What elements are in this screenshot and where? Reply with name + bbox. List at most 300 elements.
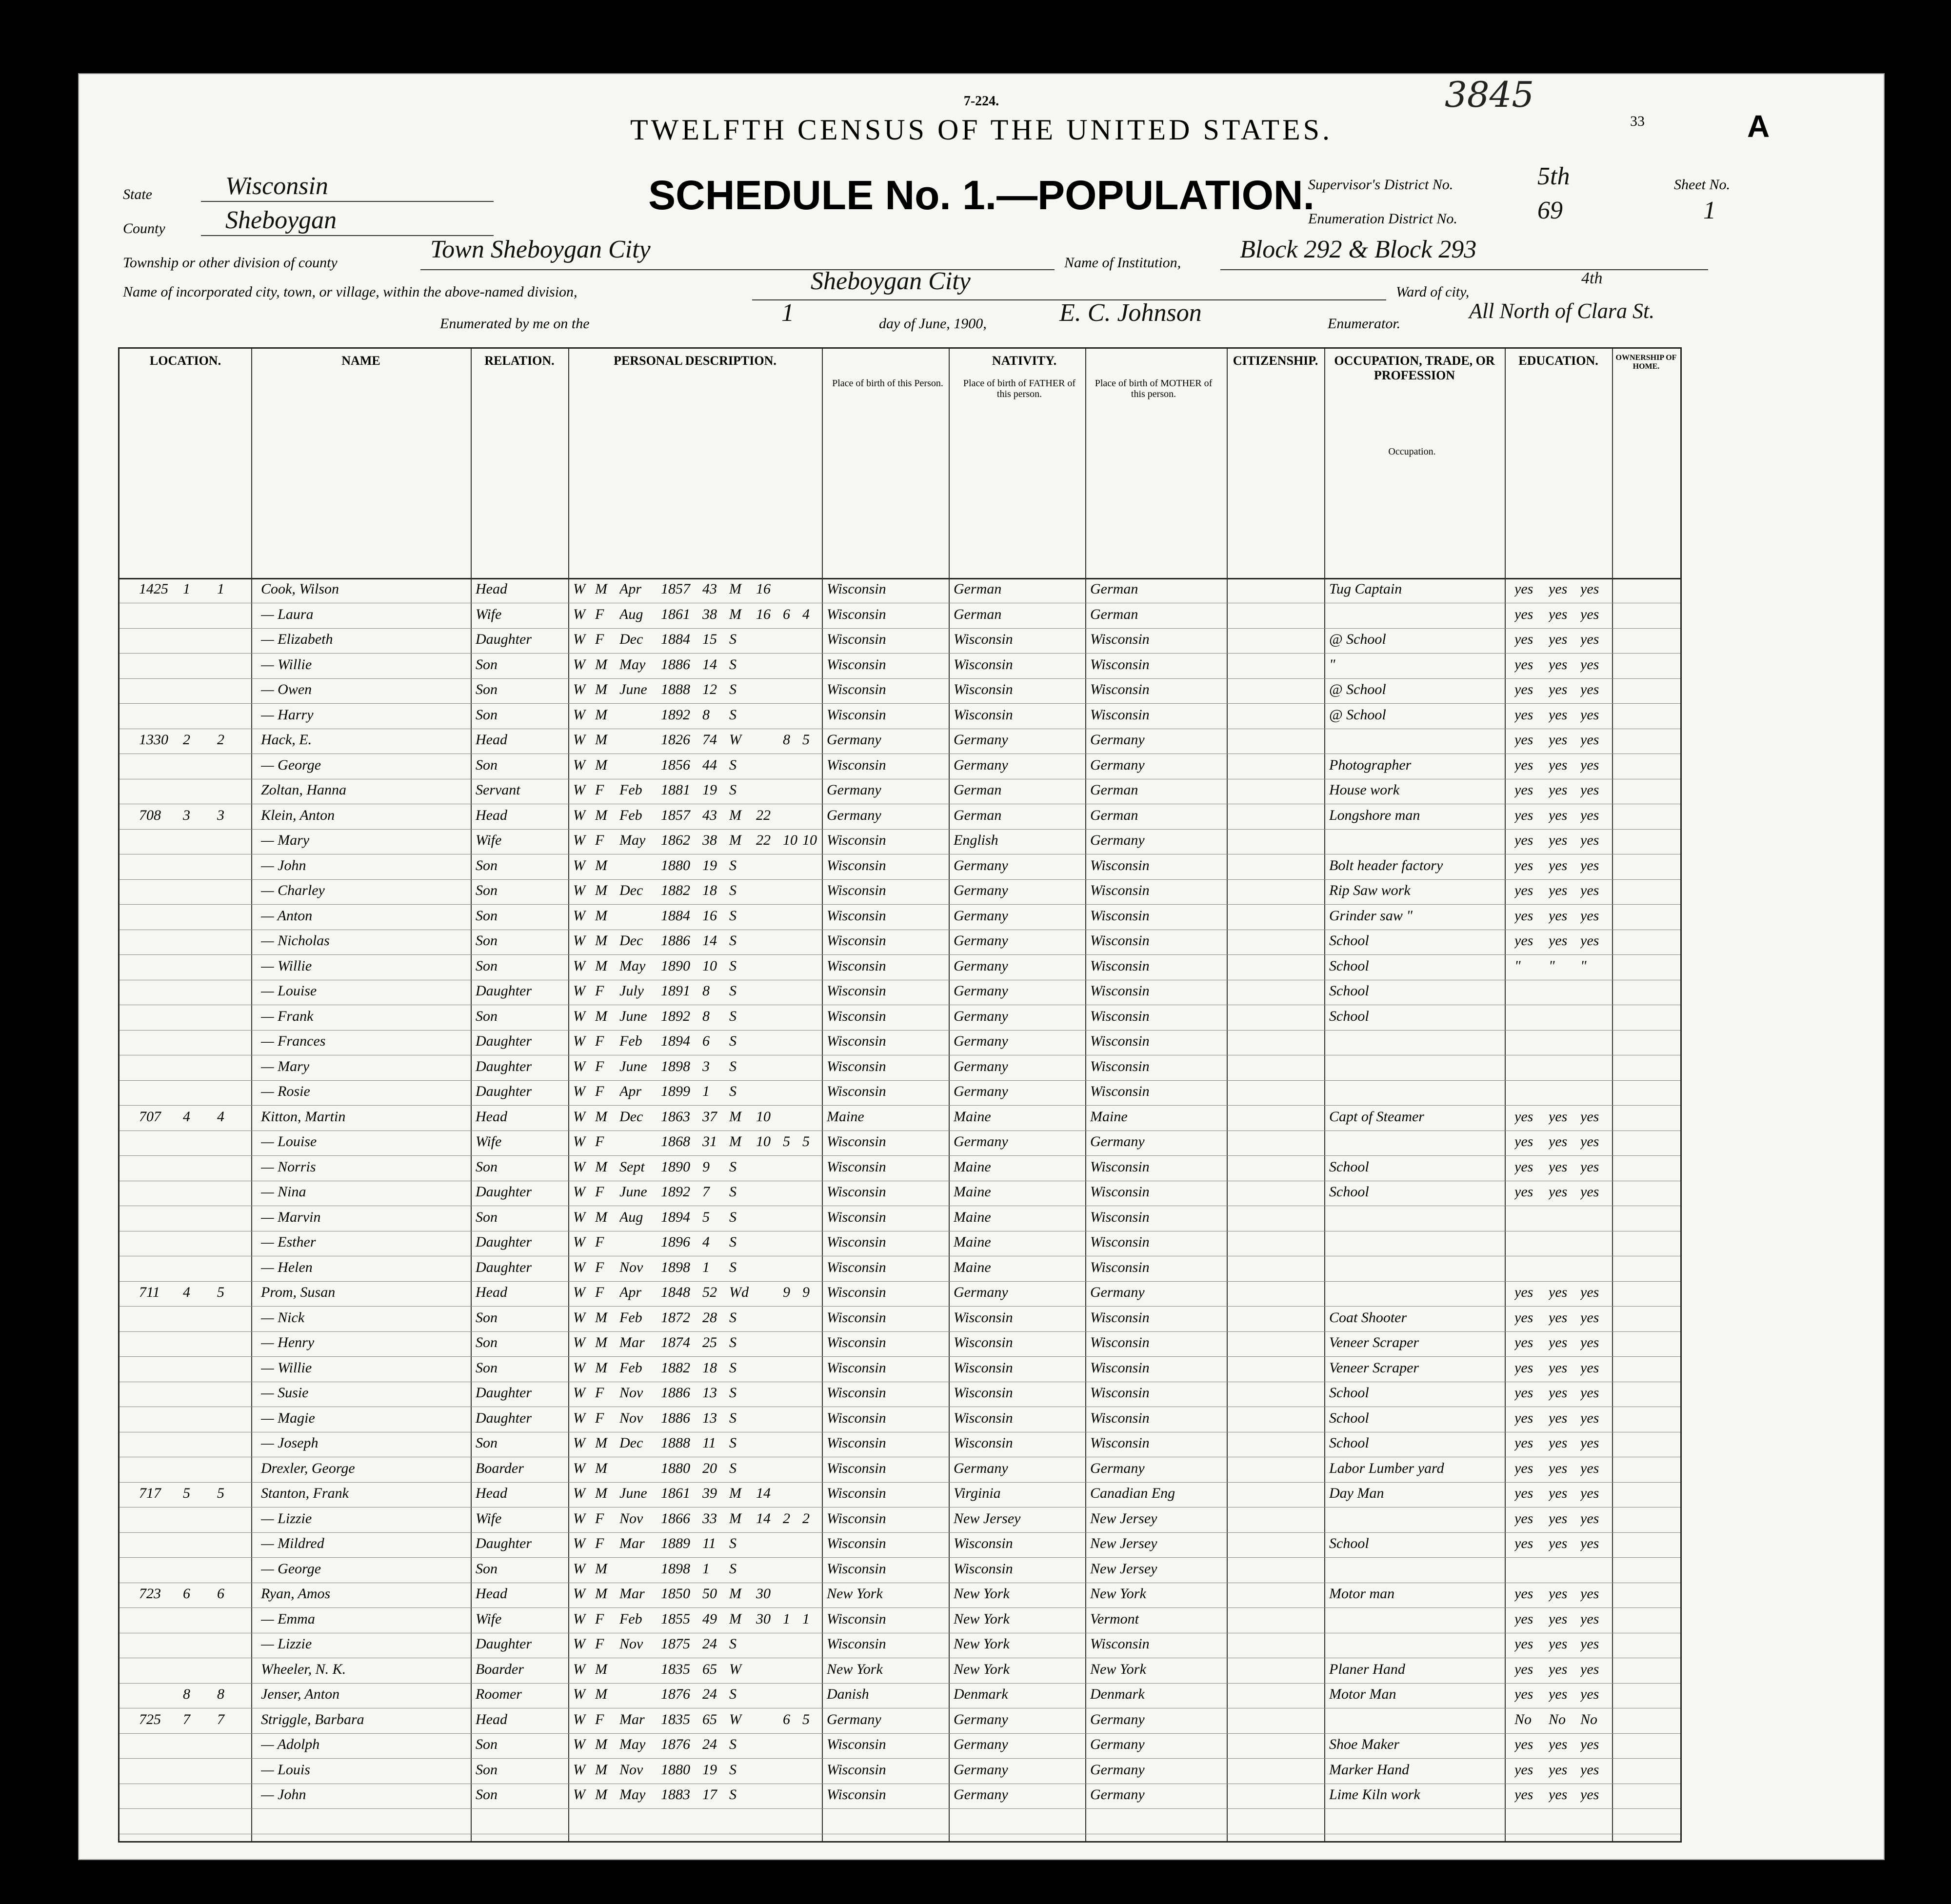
cell-rel: Son xyxy=(476,1736,498,1752)
cell-sex: F xyxy=(595,1636,604,1652)
state-value: Wisconsin xyxy=(225,172,328,200)
cell-rel: Wife xyxy=(476,1610,502,1627)
cell-name: Prom, Susan xyxy=(261,1284,336,1300)
cell-born: 2 xyxy=(783,1510,790,1527)
cell-house: 707 xyxy=(139,1108,161,1125)
cell-living: 2 xyxy=(802,1510,810,1527)
cell-pf: Germany xyxy=(954,1133,1008,1150)
cell-race: W xyxy=(573,1033,585,1049)
cell-rel: Boarder xyxy=(476,1460,524,1476)
cell-pf: New York xyxy=(954,1610,1010,1627)
cell-month: Mar xyxy=(619,1586,645,1602)
cell-race: W xyxy=(573,681,585,697)
table-row xyxy=(119,1055,1680,1081)
cell-mar: S xyxy=(729,1058,737,1074)
cell-rel: Son xyxy=(476,882,498,898)
cell-race: W xyxy=(573,1385,585,1401)
cell-write: yes xyxy=(1549,1485,1568,1501)
cell-fam: 5 xyxy=(217,1284,224,1300)
cell-pb: Wisconsin xyxy=(827,1460,886,1476)
cell-mar: M xyxy=(729,606,741,622)
cell-fam: 7 xyxy=(217,1711,224,1727)
cell-pm: Wisconsin xyxy=(1090,983,1150,999)
table-row xyxy=(119,804,1680,830)
cell-house: 725 xyxy=(139,1711,161,1727)
cell-dw: 2 xyxy=(183,732,190,748)
cell-year: 1892 xyxy=(661,1008,690,1024)
cell-write: yes xyxy=(1549,631,1568,647)
cell-pf: Maine xyxy=(954,1184,991,1200)
cell-year: 1876 xyxy=(661,1736,690,1752)
cell-month: Nov xyxy=(619,1409,643,1426)
cell-occ: @ School xyxy=(1329,706,1386,723)
cell-age: 49 xyxy=(702,1610,717,1627)
cell-pf: Germany xyxy=(954,1736,1008,1752)
cell-pm: Germany xyxy=(1090,1460,1145,1476)
cell-occ: School xyxy=(1329,1409,1369,1426)
cell-sex: M xyxy=(595,807,607,823)
cell-eng: No xyxy=(1580,1711,1598,1727)
table-row xyxy=(119,1130,1680,1156)
enumeration-label: Enumeration District No. xyxy=(1308,211,1457,227)
cell-read: yes xyxy=(1514,1334,1533,1350)
city-value: Sheboygan City xyxy=(811,267,971,295)
cell-race: W xyxy=(573,1334,585,1350)
cell-pm: Wisconsin xyxy=(1090,932,1150,949)
cell-sex: F xyxy=(595,832,604,848)
cell-write: yes xyxy=(1549,1460,1568,1476)
cell-mar: S xyxy=(729,1535,737,1551)
schedule-title: SCHEDULE No. 1.—POPULATION. xyxy=(648,172,1314,218)
cell-pm: New Jersey xyxy=(1090,1560,1157,1577)
cell-race: W xyxy=(573,1234,585,1250)
cell-pb: Wisconsin xyxy=(827,1158,886,1175)
cell-age: 8 xyxy=(702,1008,710,1024)
table-row xyxy=(119,1206,1680,1231)
cell-pb: Wisconsin xyxy=(827,1786,886,1803)
cell-sex: F xyxy=(595,1610,604,1627)
table-row xyxy=(119,654,1680,679)
cell-eng: yes xyxy=(1580,1686,1599,1702)
cell-born: 1 xyxy=(783,1610,790,1627)
header-place-person: Place of birth of this Person. xyxy=(832,378,943,389)
cell-house: 711 xyxy=(139,1284,160,1300)
cell-year: 1850 xyxy=(661,1586,690,1602)
cell-sex: F xyxy=(595,606,604,622)
cell-age: 12 xyxy=(702,681,717,697)
cell-sex: F xyxy=(595,1133,604,1150)
cell-rel: Son xyxy=(476,1359,498,1376)
table-row xyxy=(119,779,1680,804)
cell-name: — Helen xyxy=(261,1259,313,1275)
header-relation: RELATION. xyxy=(484,354,555,368)
cell-pm: Canadian Eng xyxy=(1090,1485,1175,1501)
cell-month: May xyxy=(619,957,646,974)
cell-month: Dec xyxy=(619,1435,643,1451)
cell-age: 4 xyxy=(702,1234,710,1250)
cell-age: 13 xyxy=(702,1385,717,1401)
cell-write: yes xyxy=(1549,681,1568,697)
cell-occ: Longshore man xyxy=(1329,807,1420,823)
cell-month: July xyxy=(619,983,644,999)
cell-year: 1884 xyxy=(661,907,690,924)
cell-pm: German xyxy=(1090,782,1138,798)
cell-write: yes xyxy=(1549,1661,1568,1677)
cell-pf: Germany xyxy=(954,983,1008,999)
cell-year: 1861 xyxy=(661,1485,690,1501)
cell-sex: F xyxy=(595,1234,604,1250)
cell-race: W xyxy=(573,606,585,622)
cell-race: W xyxy=(573,1736,585,1752)
cell-read: yes xyxy=(1514,1610,1533,1627)
cell-pb: Maine xyxy=(827,1108,864,1125)
cell-rel: Servant xyxy=(476,782,520,798)
state-label: State xyxy=(123,186,152,202)
cell-write: yes xyxy=(1549,1133,1568,1150)
enumerator-label: Enumerator. xyxy=(1328,316,1401,332)
cell-occ: Tug Captain xyxy=(1329,581,1402,597)
cell-pb: Germany xyxy=(827,732,881,748)
cell-pb: Wisconsin xyxy=(827,1510,886,1527)
cell-age: 74 xyxy=(702,732,717,748)
cell-race: W xyxy=(573,857,585,873)
table-row xyxy=(119,1558,1680,1583)
cell-rel: Son xyxy=(476,1334,498,1350)
cell-yrs: 22 xyxy=(756,807,771,823)
cell-write: yes xyxy=(1549,1334,1568,1350)
cell-race: W xyxy=(573,1761,585,1778)
cell-pf: Virginia xyxy=(954,1485,1001,1501)
cell-occ: Motor Man xyxy=(1329,1686,1396,1702)
header-name: NAME xyxy=(341,354,380,368)
cell-rel: Daughter xyxy=(476,1184,532,1200)
cell-pb: Wisconsin xyxy=(827,1636,886,1652)
cell-pm: New York xyxy=(1090,1661,1146,1677)
supervisor-label: Supervisor's District No. xyxy=(1308,177,1453,193)
header-place-mother: Place of birth of MOTHER of this person. xyxy=(1095,378,1213,399)
cell-sex: M xyxy=(595,1661,607,1677)
cell-month: Dec xyxy=(619,882,643,898)
cell-living: 10 xyxy=(802,832,817,848)
cell-pm: Wisconsin xyxy=(1090,1636,1150,1652)
table-row xyxy=(119,1482,1680,1507)
cell-age: 43 xyxy=(702,807,717,823)
cell-pb: Wisconsin xyxy=(827,1033,886,1049)
header-place-father: Place of birth of FATHER of this person. xyxy=(963,378,1076,399)
cell-read: yes xyxy=(1514,756,1533,773)
cell-month: Nov xyxy=(619,1385,643,1401)
table-row xyxy=(119,829,1680,854)
cell-occ: Motor man xyxy=(1329,1586,1395,1602)
cell-pb: Wisconsin xyxy=(827,983,886,999)
cell-name: Wheeler, N. K. xyxy=(261,1661,346,1677)
cell-pf: Germany xyxy=(954,857,1008,873)
cell-pm: Wisconsin xyxy=(1090,681,1150,697)
cell-age: 13 xyxy=(702,1409,717,1426)
cell-year: 1880 xyxy=(661,1460,690,1476)
cell-race: W xyxy=(573,782,585,798)
cell-age: 38 xyxy=(702,832,717,848)
cell-rel: Wife xyxy=(476,832,502,848)
cell-mar: M xyxy=(729,832,741,848)
institution-value: Block 292 & Block 293 xyxy=(1240,236,1477,263)
cell-pb: Wisconsin xyxy=(827,1761,886,1778)
cell-race: W xyxy=(573,656,585,673)
cell-year: 1868 xyxy=(661,1133,690,1150)
cell-sex: M xyxy=(595,1435,607,1451)
cell-write: yes xyxy=(1549,1736,1568,1752)
cell-rel: Daughter xyxy=(476,1234,532,1250)
cell-read: yes xyxy=(1514,782,1533,798)
cell-pm: Wisconsin xyxy=(1090,1359,1150,1376)
cell-read: yes xyxy=(1514,1133,1533,1150)
cell-pm: Germany xyxy=(1090,1736,1145,1752)
cell-month: Apr xyxy=(619,1083,641,1099)
cell-write: yes xyxy=(1549,581,1568,597)
cell-sex: M xyxy=(595,1460,607,1476)
cell-name: Stanton, Frank xyxy=(261,1485,349,1501)
cell-rel: Boarder xyxy=(476,1661,524,1677)
cell-name: Zoltan, Hanna xyxy=(261,782,347,798)
table-row xyxy=(119,1307,1680,1332)
cell-month: Feb xyxy=(619,807,642,823)
cell-race: W xyxy=(573,1610,585,1627)
cell-mar: S xyxy=(729,1033,737,1049)
cell-name: Ryan, Amos xyxy=(261,1586,331,1602)
table-row xyxy=(119,1432,1680,1457)
cell-mar: S xyxy=(729,1184,737,1200)
cell-pb: Wisconsin xyxy=(827,907,886,924)
cell-pf: Wisconsin xyxy=(954,631,1013,647)
cell-month: June xyxy=(619,1058,647,1074)
cell-mar: S xyxy=(729,882,737,898)
cell-dw: 8 xyxy=(183,1686,190,1702)
cell-pm: Maine xyxy=(1090,1108,1128,1125)
cell-mar: S xyxy=(729,706,737,723)
cell-pf: Maine xyxy=(954,1158,991,1175)
cell-month: Nov xyxy=(619,1510,643,1527)
table-row xyxy=(119,1457,1680,1483)
cell-sex: F xyxy=(595,1535,604,1551)
cell-occ: Veneer Scraper xyxy=(1329,1359,1419,1376)
form-code: 7-224. xyxy=(963,94,999,109)
table-row xyxy=(119,628,1680,654)
cell-pf: Wisconsin xyxy=(954,1535,1013,1551)
cell-sex: F xyxy=(595,1385,604,1401)
cell-write: yes xyxy=(1549,807,1568,823)
cell-name: — Frank xyxy=(261,1008,314,1024)
cell-read: yes xyxy=(1514,581,1533,597)
cell-race: W xyxy=(573,1786,585,1803)
cell-write: yes xyxy=(1549,857,1568,873)
cell-race: W xyxy=(573,1184,585,1200)
cell-rel: Daughter xyxy=(476,1636,532,1652)
cell-mar: M xyxy=(729,1485,741,1501)
table-header xyxy=(119,349,1680,579)
cell-mar: M xyxy=(729,581,741,597)
cell-occ: Labor Lumber yard xyxy=(1329,1460,1444,1476)
cell-yrs: 16 xyxy=(756,606,771,622)
cell-pf: Germany xyxy=(954,1083,1008,1099)
cell-read: yes xyxy=(1514,1359,1533,1376)
cell-write: yes xyxy=(1549,732,1568,748)
cell-write: yes xyxy=(1549,1510,1568,1527)
cell-living: 1 xyxy=(802,1610,810,1627)
cell-year: 1866 xyxy=(661,1510,690,1527)
county-label: County xyxy=(123,220,165,237)
cell-mar: S xyxy=(729,1334,737,1350)
cell-pb: Germany xyxy=(827,1711,881,1727)
cell-pf: Germany xyxy=(954,1711,1008,1727)
cell-pb: Wisconsin xyxy=(827,1535,886,1551)
cell-race: W xyxy=(573,832,585,848)
cell-age: 19 xyxy=(702,857,717,873)
cell-pm: German xyxy=(1090,606,1138,622)
cell-year: 1888 xyxy=(661,681,690,697)
cell-eng: yes xyxy=(1580,1786,1599,1803)
cell-rel: Head xyxy=(476,581,507,597)
cell-year: 1872 xyxy=(661,1309,690,1326)
cell-name: — Henry xyxy=(261,1334,315,1350)
cell-read: yes xyxy=(1514,1786,1533,1803)
cell-write: yes xyxy=(1549,932,1568,949)
cell-read: yes xyxy=(1514,1761,1533,1778)
cell-write: yes xyxy=(1549,1535,1568,1551)
cell-name: — Adolph xyxy=(261,1736,320,1752)
cell-pm: Wisconsin xyxy=(1090,1385,1150,1401)
table-row xyxy=(119,879,1680,905)
cell-pb: Wisconsin xyxy=(827,1485,886,1501)
header-location: LOCATION. xyxy=(149,354,221,368)
cell-mar: S xyxy=(729,656,737,673)
cell-pf: New York xyxy=(954,1661,1010,1677)
cell-age: 25 xyxy=(702,1334,717,1350)
cell-age: 31 xyxy=(702,1133,717,1150)
cell-read: yes xyxy=(1514,1686,1533,1702)
cell-pf: Germany xyxy=(954,1033,1008,1049)
cell-write: yes xyxy=(1549,1435,1568,1451)
cell-fam: 2 xyxy=(217,732,224,748)
cell-write: yes xyxy=(1549,1761,1568,1778)
cell-house: 723 xyxy=(139,1586,161,1602)
cell-read: yes xyxy=(1514,732,1533,748)
cell-age: 8 xyxy=(702,983,710,999)
cell-age: 5 xyxy=(702,1209,710,1225)
cell-living: 5 xyxy=(802,1711,810,1727)
cell-eng: yes xyxy=(1580,1761,1599,1778)
table-row xyxy=(119,603,1680,629)
table-row xyxy=(119,1156,1680,1181)
cell-occ: Capt of Steamer xyxy=(1329,1108,1424,1125)
cell-pf: Germany xyxy=(954,1058,1008,1074)
cell-pm: Wisconsin xyxy=(1090,1008,1150,1024)
cell-rel: Son xyxy=(476,706,498,723)
cell-read: yes xyxy=(1514,606,1533,622)
cell-pf: Wisconsin xyxy=(954,1334,1013,1350)
cell-write: " xyxy=(1549,957,1555,974)
cell-write: yes xyxy=(1549,1108,1568,1125)
ward-label: Ward of city, xyxy=(1396,284,1470,300)
cell-name: — John xyxy=(261,857,306,873)
cell-house: 1330 xyxy=(139,732,168,748)
cell-pb: Wisconsin xyxy=(827,1083,886,1099)
cell-yrs: 10 xyxy=(756,1133,771,1150)
cell-mar: S xyxy=(729,1686,737,1702)
cell-month: May xyxy=(619,656,646,673)
cell-write: yes xyxy=(1549,907,1568,924)
cell-read: yes xyxy=(1514,631,1533,647)
cell-living: 5 xyxy=(802,732,810,748)
cell-month: Apr xyxy=(619,1284,641,1300)
cell-pf: Germany xyxy=(954,732,1008,748)
table-row xyxy=(119,1106,1680,1131)
cell-pf: German xyxy=(954,782,1002,798)
cell-pb: Wisconsin xyxy=(827,932,886,949)
cell-dw: 4 xyxy=(183,1108,190,1125)
cell-race: W xyxy=(573,631,585,647)
cell-pf: Wisconsin xyxy=(954,681,1013,697)
cell-sex: F xyxy=(595,983,604,999)
cell-year: 1861 xyxy=(661,606,690,622)
cell-read: yes xyxy=(1514,656,1533,673)
cell-pf: Germany xyxy=(954,1761,1008,1778)
cell-living: 5 xyxy=(802,1133,810,1150)
cell-month: Feb xyxy=(619,782,642,798)
cell-month: June xyxy=(619,1485,647,1501)
cell-age: 10 xyxy=(702,957,717,974)
cell-occ: School xyxy=(1329,932,1369,949)
enumerator-name: E. C. Johnson xyxy=(1059,299,1202,327)
table-row xyxy=(119,678,1680,704)
cell-name: — Emma xyxy=(261,1610,315,1627)
cell-pb: Wisconsin xyxy=(827,1184,886,1200)
cell-eng: yes xyxy=(1580,782,1599,798)
header-personal: PERSONAL DESCRIPTION. xyxy=(614,354,776,368)
cell-pb: Germany xyxy=(827,807,881,823)
cell-pf: Denmark xyxy=(954,1686,1008,1702)
cell-age: 18 xyxy=(702,882,717,898)
cell-occ: School xyxy=(1329,1184,1369,1200)
cell-sex: M xyxy=(595,1761,607,1778)
cell-year: 1894 xyxy=(661,1209,690,1225)
cell-eng: yes xyxy=(1580,1510,1599,1527)
cell-pb: Wisconsin xyxy=(827,1284,886,1300)
cell-race: W xyxy=(573,1284,585,1300)
cell-sex: M xyxy=(595,656,607,673)
cell-name: — Anton xyxy=(261,907,313,924)
township-value: Town Sheboygan City xyxy=(430,236,651,263)
cell-mar: S xyxy=(729,1385,737,1401)
cell-mar: Wd xyxy=(729,1284,749,1300)
cell-month: May xyxy=(619,1786,646,1803)
table-row xyxy=(119,1005,1680,1031)
cell-month: June xyxy=(619,681,647,697)
cell-sex: F xyxy=(595,1711,604,1727)
cell-sex: M xyxy=(595,681,607,697)
table-row xyxy=(119,1407,1680,1432)
cell-write: yes xyxy=(1549,756,1568,773)
cell-sex: F xyxy=(595,631,604,647)
cell-race: W xyxy=(573,1058,585,1074)
cell-eng: yes xyxy=(1580,706,1599,723)
cell-fam: 6 xyxy=(217,1586,224,1602)
cell-age: 14 xyxy=(702,656,717,673)
cell-age: 1 xyxy=(702,1083,710,1099)
cell-rel: Daughter xyxy=(476,1058,532,1074)
cell-pf: Germany xyxy=(954,1460,1008,1476)
cell-race: W xyxy=(573,1309,585,1326)
cell-occ: Day Man xyxy=(1329,1485,1384,1501)
